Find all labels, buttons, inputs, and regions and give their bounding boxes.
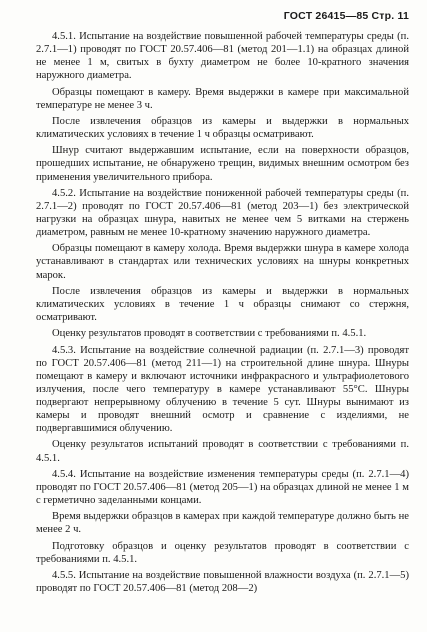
paragraph-4-5-5: 4.5.5. Испытание на воздействие повышенной влажности воздуха (п. 2.7.1—5) проводят по ГОСТ 20.57.406—81 (метод 208—2)	[36, 570, 409, 595]
paragraph: Шнур считают выдержавшим испытание, если на поверхности образцов, прошедших испытание, не обнаружено трещин, видимых внешним осмотром без применения увеличительного прибора.	[36, 145, 409, 183]
document-body	[36, 30, 409, 598]
paragraph-4-5-4: 4.5.4. Испытание на воздействие изменения температуры среды (п. 2.7.1—4) проводят по ГОСТ 20.57.406—81 (метод 205—1) на образцах длиной не менее 1 м с герметично заделанными концами.	[36, 468, 409, 506]
paragraph: Оценку результатов проводят в соответствии с требованиями п. 4.5.1.	[52, 328, 367, 340]
paragraph: После извлечения образцов из камеры и выдержки в нормальных климатических условиях в течение 1 ч образцы осматривают.	[36, 115, 409, 141]
page-header: ГОСТ 26415—85 Стр. 11	[283, 10, 409, 22]
paragraph: Образцы помещают в камеру. Время выдержки в камере при максимальной температуре не менее 3 ч.	[36, 86, 409, 111]
paragraph: Подготовку образцов и оценку результатов проводят в соответствии с требованиями п. 4.5.1.	[36, 540, 409, 565]
paragraph: Оценку результатов испытаний проводят в соответствии с требованиями п. 4.5.1.	[36, 439, 409, 464]
paragraph-4-5-2: 4.5.2. Испытание на воздействие пониженной рабочей температуры среды (п. 2.7.1—2) проводят по ГОСТ 20.57.406—81 (метод 203—1) без электрической нагрузки на образцах шнура, навитых не менее чем 5 витками на стержень диаметром, равным не менее 10-кратному значению наружного диаметра.	[36, 187, 409, 239]
paragraph-4-5-3: 4.5.3. Испытание на воздействие солнечной радиации (п. 2.7.1—3) проводят по ГОСТ 20.57.406—81 (метод 211—1) на строительной длине шнура. Шнуры помещают в камеру и включают источники инфракрасного и ультрафиолетового излучения, после чего температуру в камере устанавливают 55°С. Шнуры подвергают непрерывному облучению в течение 5 сут. Шнуры вынимают из камеры и проводят внешний осмотр и сравнение с изделиями, не подвергавшимися облучению.	[36, 344, 409, 435]
paragraph-4-5-1: 4.5.1. Испытание на воздействие повышенной рабочей температуры среды (п. 2.7.1—1) проводят по ГОСТ 20.57.406—81 (метод 201—1.1) на образцах длиной не менее 1 м, свитых в бухту диаметром не более 10-кратного значения наружного диаметра.	[36, 31, 409, 82]
paragraph: Образцы помещают в камеру холода. Время выдержки шнура в камере холода устанавливают в стандартах или технических условиях на шнуры конкретных марок.	[36, 243, 409, 281]
paragraph: Время выдержки образцов в камерах при каждой температуре должно быть не менее 2 ч.	[36, 511, 409, 536]
paragraph: После извлечения образцов из камеры и выдержки в нормальных климатических условиях в течение 1 ч образцы снимают со стержня, осматривают.	[36, 285, 409, 323]
